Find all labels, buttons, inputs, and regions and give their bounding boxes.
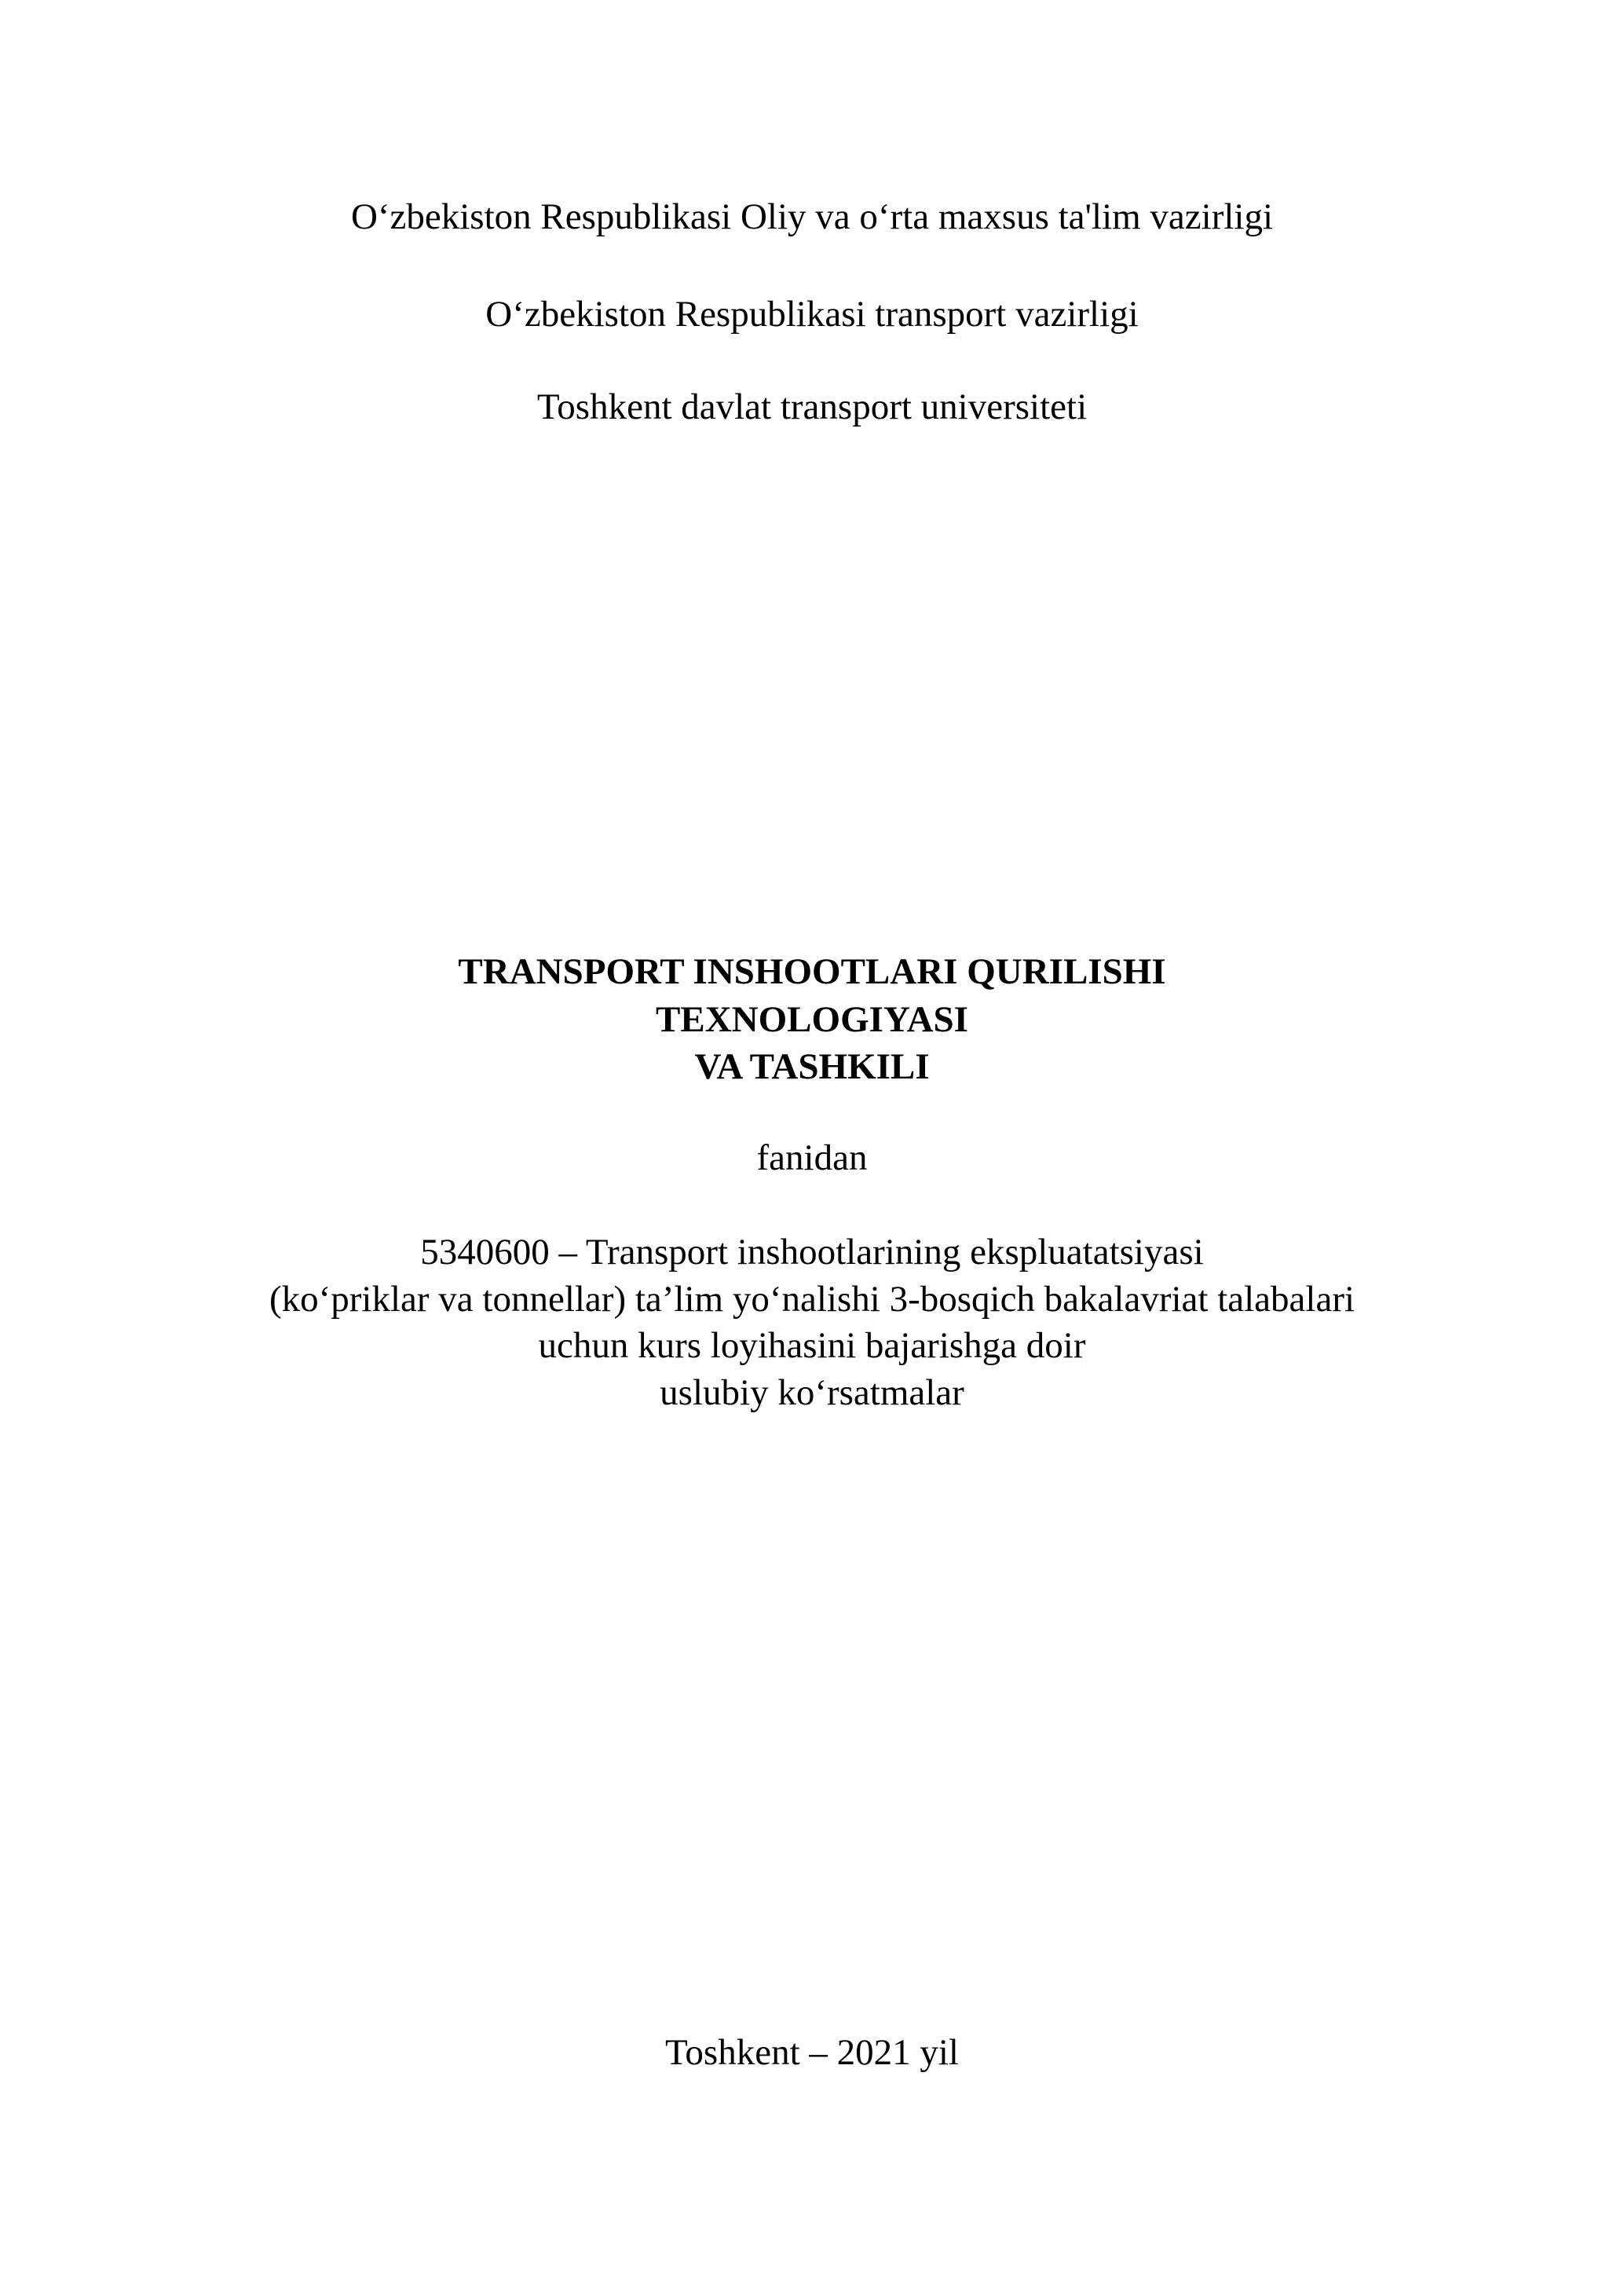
description-line-3: uchun kurs loyihasini bajarishga doir <box>538 1325 1086 1366</box>
description-line-4: uslubiy ko‘rsatmalar <box>660 1372 964 1413</box>
title-line-1: TRANSPORT INSHOOTLARI QURILISHI <box>458 951 1166 992</box>
description-line-2: (ko‘priklar va tonnellar) ta’lim yo‘nalishi 3-bosqich bakalavriat talabalari <box>269 1279 1355 1320</box>
title-line-2: TEXNOLOGIYASI <box>656 999 968 1040</box>
ministry-transport-line: O‘zbekiston Respublikasi transport vazirligi <box>485 294 1139 335</box>
description-line-1: 5340600 – Transport inshootlarining ekspluatatsiyasi <box>420 1232 1204 1273</box>
footer-place-year: Toshkent – 2021 yil <box>664 2032 959 2073</box>
university-line: Toshkent davlat transport universiteti <box>536 386 1088 427</box>
ministry-education-line: O‘zbekiston Respublikasi Oliy va o‘rta maxsus ta'lim vazirligi <box>350 196 1274 237</box>
subject-suffix: fanidan <box>756 1137 868 1178</box>
title-line-3: VA TASHKILI <box>694 1046 930 1087</box>
